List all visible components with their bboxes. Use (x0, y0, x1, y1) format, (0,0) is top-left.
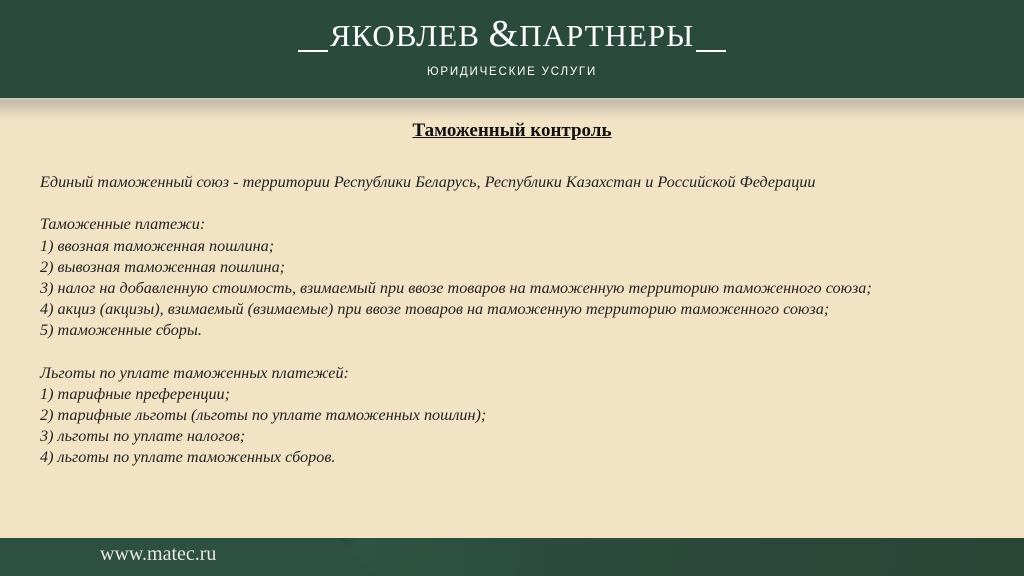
company-logo (0, 12, 1024, 56)
spacer (40, 342, 1010, 363)
logo-ampersand: & (488, 13, 520, 55)
benefits-item: 2) тарифные льготы (льготы по уплате таможенных пошлин); (40, 406, 487, 425)
slide-content (40, 172, 1010, 469)
website-link[interactable]: www.matec.ru (100, 543, 217, 565)
logo-name-right: ПАРТНЕРЫ (519, 18, 695, 53)
benefits-heading: Льготы по уплате таможенных платежей: (40, 363, 349, 382)
benefits-item: 3) льготы по уплате налогов; (40, 427, 246, 446)
payments-item: 2) вывозная таможенная пошлина; (40, 257, 286, 276)
logo-subtitle: ЮРИДИЧЕСКИЕ УСЛУГИ (426, 66, 598, 78)
header-shadow (0, 98, 1024, 120)
logo-underline-left (298, 50, 328, 52)
payments-heading: Таможенные платежи: (40, 215, 206, 234)
benefits-item: 4) льготы по уплате таможенных сборов. (40, 448, 336, 467)
spacer (40, 193, 1010, 214)
payments-item: 4) акциз (акцизы), взимаемый (взимаемые) при ввозе товаров на таможенную территорию таможенного союза; (40, 300, 830, 319)
header-divider (0, 98, 1024, 100)
benefits-item: 1) тарифные преференции; (40, 384, 231, 403)
payments-item: 3) налог на добавленную стоимость, взимаемый при ввозе товаров на таможенную территорию таможенного союза; (40, 278, 872, 297)
logo-underline-right (696, 50, 726, 52)
payments-item: 5) таможенные сборы. (40, 321, 202, 340)
union-definition: Единый таможенный союз - территории Республики Беларусь, Республики Казахстан и Российской Федерации (40, 173, 816, 191)
slide-title: Таможенный контроль (412, 120, 612, 141)
payments-item: 1) ввозная таможенная пошлина; (40, 236, 275, 255)
logo-name-left: ЯКОВЛЕВ (329, 18, 480, 53)
